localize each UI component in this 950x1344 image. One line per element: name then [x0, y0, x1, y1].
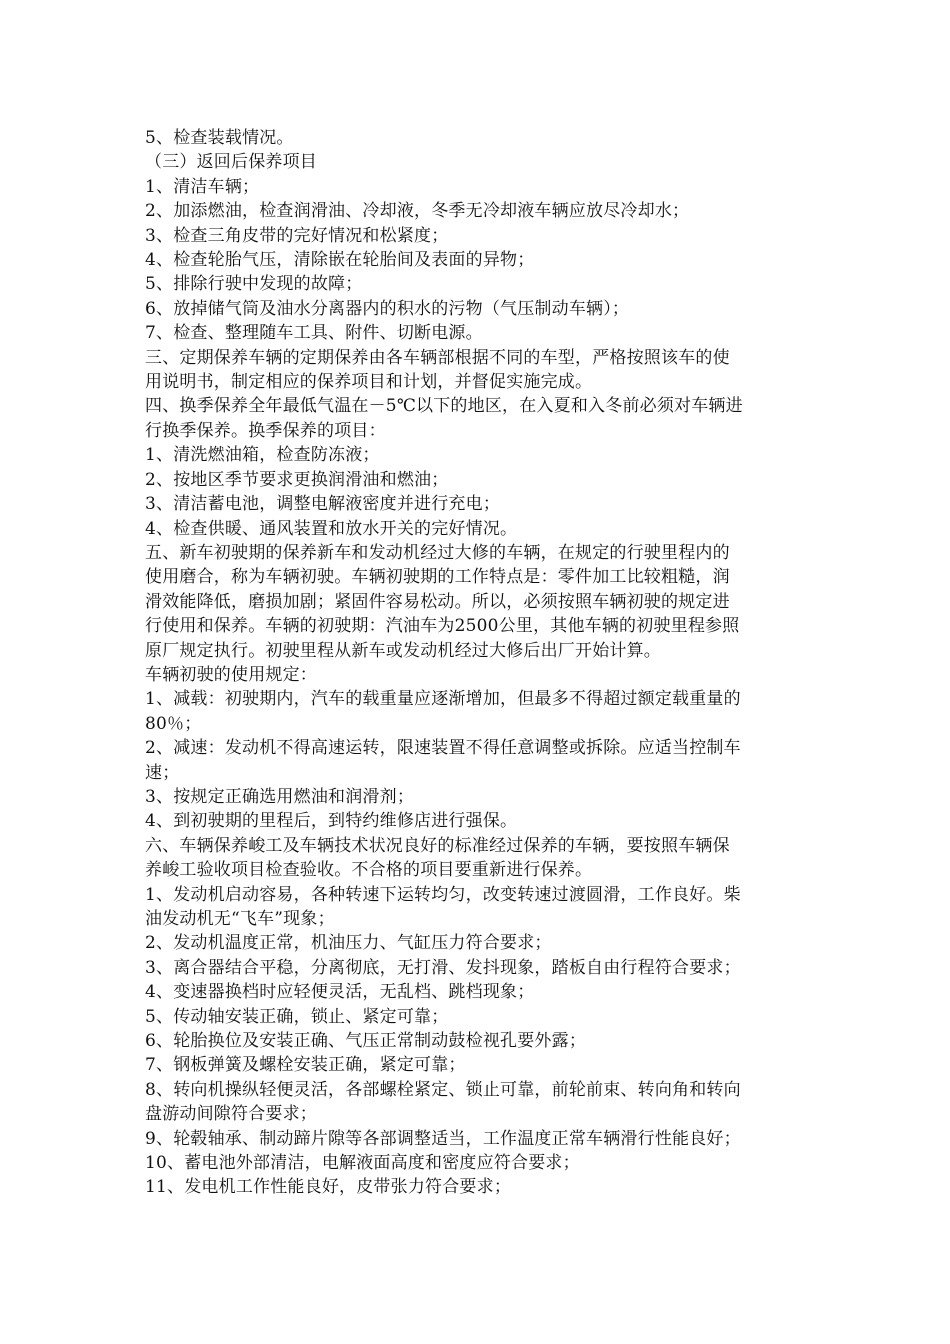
text-line: 2、发动机温度正常，机油压力、气缸压力符合要求； [145, 933, 552, 954]
text-line: 六、车辆保养峻工及车辆技术状况良好的标准经过保养的车辆，要按照车辆保 [145, 835, 730, 856]
text-line: 养峻工验收项目检查验收。不合格的项目要重新进行保养。 [145, 860, 593, 881]
text-line: 行换季保养。换季保养的项目： [145, 420, 386, 441]
text-line: 油发动机无“飞车”现象； [145, 909, 335, 929]
text-line: 车辆初驶的使用规定： [145, 664, 317, 685]
text-line: 使用磨合，称为车辆初驶。车辆初驶期的工作特点是：零件加工比较粗糙，润 [145, 567, 730, 588]
text-line: 4、检查轮胎气压，清除嵌在轮胎间及表面的异物； [145, 250, 535, 271]
text-line: 80％； [145, 713, 202, 734]
text-line: 用说明书，制定相应的保养项目和计划，并督促实施完成。 [145, 372, 593, 393]
text-line: 三、定期保养车辆的定期保养由各车辆部根据不同的车型，严格按照该车的使 [145, 347, 730, 368]
text-line: 原厂规定执行。初驶里程从新车或发动机经过大修后出厂开始计算。 [145, 640, 661, 661]
text-line: 五、新车初驶期的保养新车和发动机经过大修的车辆，在规定的行驶里程内的 [145, 542, 730, 563]
text-line: 1、减载：初驶期内，汽车的载重量应逐渐增加，但最多不得超过额定载重量的 [145, 689, 741, 710]
text-line: 3、按规定正确选用燃油和润滑剂； [145, 786, 415, 807]
text-line: 3、检查三角皮带的完好情况和松紧度； [145, 225, 449, 246]
text-line: 5、传动轴安装正确，锁止、紧定可靠； [145, 1006, 449, 1027]
text-line: 5、排除行驶中发现的故障； [145, 274, 363, 295]
text-line: 1、发动机启动容易，各种转速下运转均匀，改变转速过渡圆滑，工作良好。柴 [145, 884, 741, 905]
text-line: 2、加添燃油，检查润滑油、冷却液，冬季无冷却液车辆应放尽冷却水； [145, 201, 690, 222]
document-body [145, 126, 815, 1200]
text-line: 3、离合器结合平稳，分离彻底，无打滑、发抖现象，踏板自由行程符合要求； [145, 957, 741, 978]
text-line: 行使用和保养。车辆的初驶期：汽油车为2500公里，其他车辆的初驶里程参照 [145, 616, 740, 637]
text-line: 11、发电机工作性能良好，皮带张力符合要求； [145, 1177, 512, 1198]
text-line: 2、减速：发动机不得高速运转，限速装置不得任意调整或拆除。应适当控制车 [145, 738, 741, 759]
text-line: 7、钢板弹簧及螺栓安装正确，紧定可靠； [145, 1055, 466, 1076]
text-line: 1、清洁车辆； [145, 176, 260, 197]
text-line: 盘游动间隙符合要求； [145, 1104, 317, 1125]
text-line: 4、到初驶期的里程后，到特约维修店进行强保。 [145, 811, 518, 832]
text-line: 9、轮毂轴承、制动蹄片隙等各部调整适当，工作温度正常车辆滑行性能良好； [145, 1128, 741, 1149]
text-line: 滑效能降低，磨损加剧；紧固件容易松动。所以，必须按照车辆初驶的规定进 [145, 591, 730, 612]
text-line: 8、转向机操纵轻便灵活，各部螺栓紧定、锁止可靠，前轮前束、转向角和转向 [145, 1079, 741, 1100]
text-line: 6、轮胎换位及安装正确、气压正常制动鼓检视孔要外露； [145, 1031, 587, 1052]
text-line: 四、换季保养全年最低气温在－5℃以下的地区，在入夏和入冬前必须对车辆进 [145, 396, 743, 417]
text-line: 4、检查供暖、通风装置和放水开关的完好情况。 [145, 518, 518, 539]
text-line: 速； [145, 762, 180, 783]
text-line: 5、检查装载情况。 [145, 128, 294, 148]
text-line: 3、清洁蓄电池，调整电解液密度并进行充电； [145, 494, 501, 515]
text-line: 2、按地区季节要求更换润滑油和燃油； [145, 469, 449, 490]
text-line: 6、放掉储气筒及油水分离器内的积水的污物（气压制动车辆）； [145, 298, 630, 319]
text-line: 4、变速器换档时应轻便灵活，无乱档、跳档现象； [145, 982, 535, 1003]
text-line: 10、蓄电池外部清洁，电解液面高度和密度应符合要求； [145, 1153, 580, 1174]
text-line: （三）返回后保养项目 [145, 152, 317, 173]
text-line: 7、检查、整理随车工具、附件、切断电源。 [145, 323, 483, 344]
text-line: 1、清洗燃油箱，检查防冻液； [145, 445, 380, 466]
